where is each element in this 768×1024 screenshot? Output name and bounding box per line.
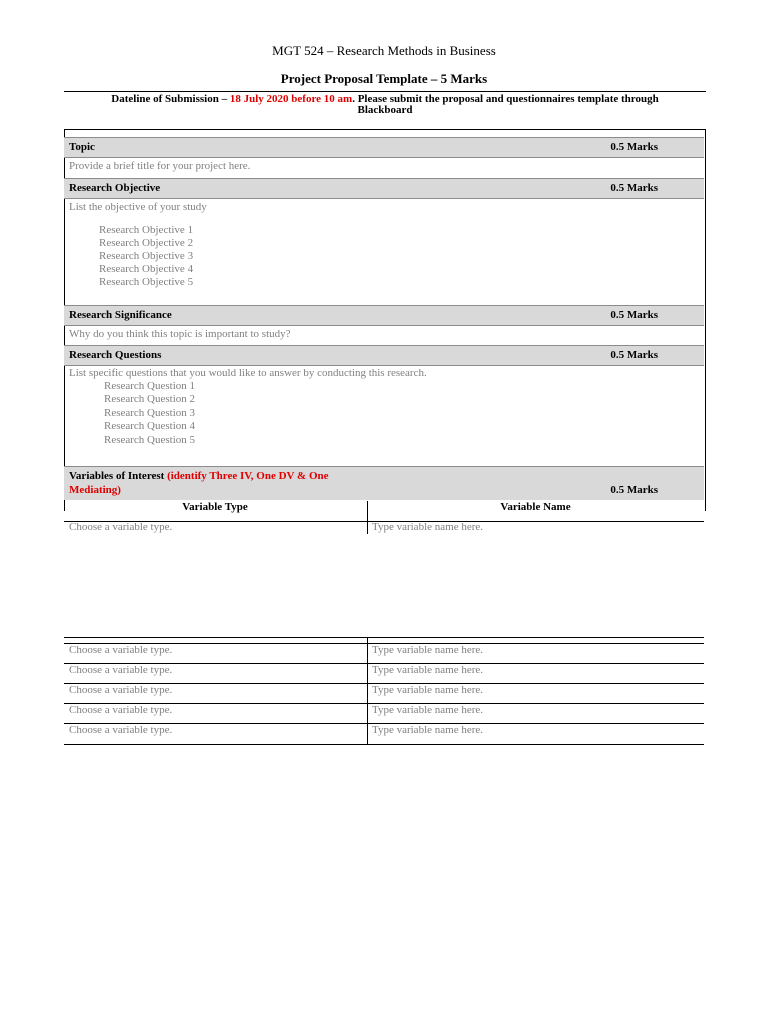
variable-type-select[interactable]: Choose a variable type.: [69, 521, 173, 533]
objective-input[interactable]: List the objective of your study: [69, 201, 207, 213]
submission-deadline: Dateline of Submission – 18 July 2020 before 10 am. Please submit the proposal and questionnaires template through Blackboard: [111, 93, 659, 116]
questions-marks: 0.5 Marks: [610, 349, 658, 361]
significance-input[interactable]: Why do you think this topic is important to study?: [69, 328, 291, 340]
course-title: MGT 524 – Research Methods in Business: [272, 43, 496, 58]
objective-list[interactable]: [99, 224, 193, 289]
variable-name-input[interactable]: Type variable name here.: [372, 684, 484, 696]
variable-type-select[interactable]: Choose a variable type.: [69, 684, 173, 696]
variables-marks: 0.5 Marks: [610, 484, 658, 496]
significance-marks: 0.5 Marks: [610, 309, 658, 321]
column-variable-name: Variable Name: [500, 501, 571, 513]
variable-name-input[interactable]: Type variable name here.: [372, 664, 484, 676]
list-item: Research Objective 4: [99, 263, 194, 275]
column-divider: [367, 637, 368, 745]
topic-label: Topic: [69, 141, 95, 153]
variable-name-input[interactable]: Type variable name here.: [372, 704, 484, 716]
topic-header: [64, 137, 704, 158]
questions-label: Research Questions: [69, 349, 162, 361]
variables-label: Variables of Interest (identify Three IV, One DV & One Mediating): [69, 470, 329, 496]
objective-header: [64, 178, 704, 199]
list-item: Research Question 3: [104, 406, 196, 419]
list-item: Research Question 5: [104, 433, 196, 446]
variable-type-select[interactable]: Choose a variable type.: [69, 704, 173, 716]
variable-type-select[interactable]: Choose a variable type.: [69, 644, 173, 656]
objective-label: Research Objective: [69, 182, 161, 194]
significance-label: Research Significance: [69, 309, 172, 321]
variable-name-input[interactable]: Type variable name here.: [372, 521, 484, 533]
column-variable-type: Variable Type: [182, 501, 248, 513]
list-item: Research Question 4: [104, 420, 196, 433]
deadline-date: 18 July 2020 before 10 am: [229, 93, 353, 105]
column-divider: [367, 501, 368, 534]
list-item: Research Objective 2: [99, 237, 194, 249]
variable-name-input[interactable]: Type variable name here.: [372, 724, 484, 736]
significance-header: [64, 305, 704, 326]
list-item: Research Objective 5: [99, 276, 194, 288]
title-rule: [64, 91, 706, 92]
variables-table-header: [64, 501, 704, 522]
template-title: Project Proposal Template – 5 Marks: [280, 71, 488, 86]
variable-type-select[interactable]: Choose a variable type.: [69, 664, 173, 676]
list-item: Research Question 2: [104, 393, 196, 406]
list-item: Research Objective 3: [99, 250, 194, 262]
table-row-border: [64, 744, 704, 745]
questions-header: [64, 345, 704, 366]
variable-name-input[interactable]: Type variable name here.: [372, 644, 484, 656]
topic-input[interactable]: Provide a brief title for your project here.: [69, 160, 251, 172]
questions-list[interactable]: [104, 380, 195, 447]
objective-marks: 0.5 Marks: [610, 182, 658, 194]
table-row-border: [64, 637, 704, 638]
topic-marks: 0.5 Marks: [610, 141, 658, 153]
variable-type-select[interactable]: Choose a variable type.: [69, 724, 173, 736]
list-item: Research Question 1: [104, 380, 196, 392]
questions-input[interactable]: List specific questions that you would like to answer by conducting this research.: [69, 367, 427, 379]
list-item: Research Objective 1: [99, 224, 194, 236]
variables-header: [64, 466, 704, 500]
